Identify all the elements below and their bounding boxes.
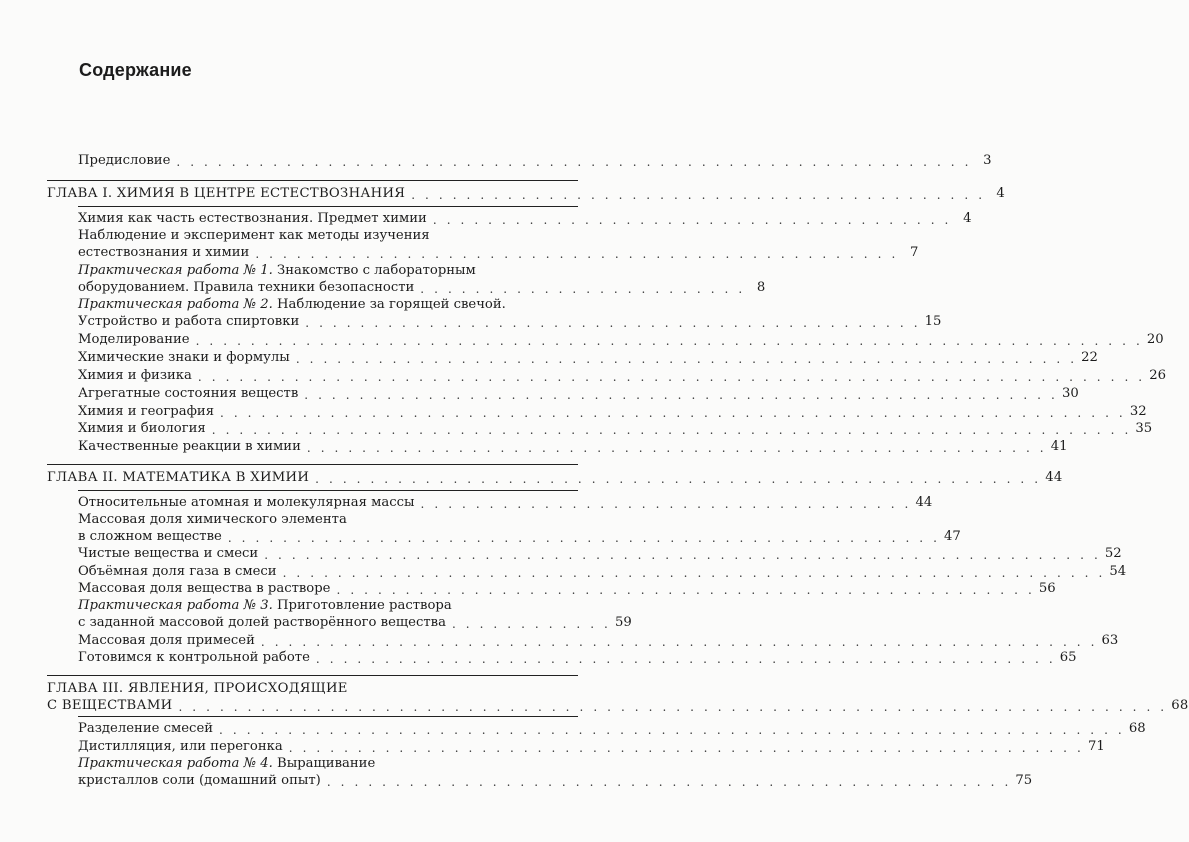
leader-dots: . . . . . . . . . . . . . . . . . . . . . . . . . . . . . . . . . . . . . . . . . . bbox=[411, 188, 986, 202]
toc-entry-title: Химия и биология bbox=[78, 421, 206, 436]
toc-entry-line1[interactable] bbox=[78, 262, 476, 280]
toc-entry-page: 52 bbox=[1104, 546, 1122, 561]
toc-chapter-3-line1[interactable]: ГЛАВА III. ЯВЛЕНИЯ, ПРОИСХОДЯЩИЕ bbox=[47, 681, 348, 696]
practical-work-label: Практическая работа № 2. bbox=[78, 297, 273, 312]
leader-dots: . . . . . . . . . . . . . . . . . . . . . . . . . . . . . . . . . . . . . . . . . . . . . bbox=[305, 316, 921, 330]
toc-entry[interactable] bbox=[78, 545, 1122, 563]
toc-entry[interactable] bbox=[78, 614, 632, 632]
toc-entry-page: 3 bbox=[983, 153, 992, 168]
toc-entry-title: Химия и физика bbox=[78, 368, 192, 383]
toc-chapter-3[interactable] bbox=[47, 697, 1189, 715]
toc-entry-page: 71 bbox=[1087, 739, 1105, 754]
toc-entry-line1[interactable]: Массовая доля химического элемента bbox=[78, 512, 347, 527]
toc-entry-title: Химия как часть естествознания. Предмет химии bbox=[78, 211, 427, 226]
chapter-title: ГЛАВА I. ХИМИЯ В ЦЕНТРЕ ЕСТЕСТВОЗНАНИЯ bbox=[47, 186, 406, 201]
toc-entry-text: Знакомство с лабораторным bbox=[272, 263, 476, 278]
toc-entry[interactable] bbox=[78, 720, 1146, 738]
leader-dots: . . . . . . . . . . . . bbox=[451, 617, 611, 631]
chapter-divider bbox=[47, 180, 578, 181]
chapter-page: 44 bbox=[1045, 470, 1063, 485]
toc-entry-page: 63 bbox=[1101, 633, 1119, 648]
leader-dots: . . . . . . . . . . . . . . . . . . . . . . . . . . . . . . . . . . . . . . . . . . . . . . . . . . . . . . . . . . . . . bbox=[264, 548, 1101, 562]
toc-entry[interactable] bbox=[78, 313, 942, 331]
chapter-page: 4 bbox=[996, 186, 1006, 201]
leader-dots: . . . . . . . . . . . . . . . . . . . . . . . . . . . . . . . . . . . . . . . . . . . . . . . . . . . bbox=[336, 583, 1035, 597]
toc-entry-page: 30 bbox=[1061, 386, 1079, 401]
toc-entry-page: 68 bbox=[1128, 721, 1146, 736]
toc-entry[interactable] bbox=[78, 385, 1079, 403]
chapter-underline bbox=[78, 206, 578, 207]
toc-entry-title: Дистилляция, или перегонка bbox=[78, 739, 283, 754]
toc-entry-page: 4 bbox=[963, 211, 972, 226]
toc-entry-title: Агрегатные состояния веществ bbox=[78, 386, 299, 401]
leader-dots: . . . . . . . . . . . . . . . . . . . . . . . . . . . . . . . . . . . . . . . . . . . . . . . . . . . . . . . . . . . . . . . . . . . . . bbox=[195, 334, 1143, 348]
toc-entry-title: в сложном веществе bbox=[78, 529, 222, 544]
practical-work-label: Практическая работа № 1. bbox=[78, 263, 273, 278]
page-title: Содержание bbox=[79, 60, 192, 80]
leader-dots: . . . . . . . . . . . . . . . . . . . . . . . . . . . . . . . . . . . . . . . . . . . . . . . . . . . . . . . . . . . . . . . . . . bbox=[219, 723, 1125, 737]
toc-entry[interactable] bbox=[78, 420, 1153, 438]
toc-entry[interactable] bbox=[78, 403, 1147, 421]
toc-entry-page: 59 bbox=[614, 615, 632, 630]
leader-dots: . . . . . . . . . . . . . . . . . . . . . . . . . . . . . . . . . . . . . . bbox=[432, 213, 952, 227]
leader-dots: . . . . . . . . . . . . . . . . . . . . . . . . . . . . . . . . . . . . . . . . . . . . . . . . . . . . . bbox=[315, 472, 1042, 486]
leader-dots: . . . . . . . . . . . . . . . . . . . . . . . . . . . . . . . . . . . . . . . . . . . . . . . . . . . . bbox=[227, 531, 941, 545]
chapter-title: ГЛАВА II. МАТЕМАТИКА В ХИМИИ bbox=[47, 470, 310, 485]
toc-entry[interactable] bbox=[78, 528, 961, 546]
toc-entry-title: кристаллов соли (домашний опыт) bbox=[78, 773, 321, 788]
toc-entry-line1[interactable] bbox=[78, 296, 506, 314]
toc-entry-page: 32 bbox=[1129, 404, 1147, 419]
chapter-underline bbox=[78, 490, 578, 491]
leader-dots: . . . . . . . . . . . . . . . . . . . . . . . . . . . . . . . . . . . . . . . . . . . . . . . . . . . . . . . . . . . . . . . . . . . . . . . . bbox=[178, 700, 1168, 714]
toc-entry-page: 65 bbox=[1059, 650, 1077, 665]
leader-dots: . . . . . . . . . . . . . . . . . . . . . . . . . . . . . . . . . . . . . . . . . . . . . . . bbox=[255, 247, 899, 261]
toc-entry[interactable] bbox=[78, 738, 1105, 756]
toc-entry-title: Разделение смесей bbox=[78, 721, 214, 736]
toc-entry[interactable] bbox=[78, 279, 766, 297]
toc-chapter-1[interactable] bbox=[47, 185, 1006, 203]
toc-entry-text: Выращивание bbox=[272, 756, 376, 771]
practical-work-label: Практическая работа № 3. bbox=[78, 598, 273, 613]
toc-entry[interactable] bbox=[78, 632, 1119, 650]
toc-entry-page: 54 bbox=[1109, 564, 1127, 579]
toc-entry-line1[interactable] bbox=[78, 755, 375, 773]
toc-entry-page: 41 bbox=[1050, 439, 1068, 454]
toc-entry-title: Массовая доля примесей bbox=[78, 633, 255, 648]
toc-entry-title: Качественные реакции в химии bbox=[78, 439, 301, 454]
toc-entry-page: 44 bbox=[915, 495, 933, 510]
chapter-title: С ВЕЩЕСТВАМИ bbox=[47, 698, 173, 713]
toc-entry-page: 8 bbox=[756, 280, 766, 295]
toc-entry[interactable] bbox=[78, 438, 1068, 456]
toc-entry[interactable] bbox=[78, 367, 1166, 385]
toc-entry-title: естествознания и химии bbox=[78, 245, 250, 260]
leader-dots: . . . . . . . . . . . . . . . . . . . . . . . . . . . . . . . . . . . . . . . . . . . . . . . . . . . . . . . . . . . . bbox=[282, 566, 1106, 580]
toc-entry-title: Объёмная доля газа в смеси bbox=[78, 564, 277, 579]
toc-entry-page: 75 bbox=[1015, 773, 1033, 788]
chapter-underline bbox=[78, 716, 578, 717]
toc-entry-preface[interactable] bbox=[78, 152, 992, 170]
toc-entry[interactable] bbox=[78, 580, 1056, 598]
leader-dots: . . . . . . . . . . . . . . . . . . . . . . . . . . . . . . . . . . . . . . . . . . . . . . . . . . . . . . . bbox=[304, 388, 1058, 402]
toc-entry-title: Устройство и работа спиртовки bbox=[78, 314, 300, 329]
toc-entry[interactable] bbox=[78, 649, 1077, 667]
toc-entry[interactable] bbox=[78, 563, 1127, 581]
toc-entry-page: 56 bbox=[1038, 581, 1056, 596]
leader-dots: . . . . . . . . . . . . . . . . . . . . . . . . . . . . . . . . . . . . . . . . . . . . . . . . . . . . . . . . . . . . . bbox=[260, 635, 1098, 649]
practical-work-label: Практическая работа № 4. bbox=[78, 756, 273, 771]
toc-entry-page: 47 bbox=[944, 529, 961, 544]
leader-dots: . . . . . . . . . . . . . . . . . . . . . . . . . . . . . . . . . . . . . . . . . . . . . . . . . . . . . . bbox=[315, 652, 1056, 666]
toc-entry-page: 15 bbox=[924, 314, 942, 329]
leader-dots: . . . . . . . . . . . . . . . . . . . . . . . . . . . . . . . . . . . . bbox=[420, 497, 912, 511]
toc-chapter-2[interactable] bbox=[47, 469, 1063, 487]
toc-entry-text: Приготовление раствора bbox=[272, 598, 452, 613]
toc-entry[interactable] bbox=[78, 331, 1164, 349]
toc-entry-title: Готовимся к контрольной работе bbox=[78, 650, 310, 665]
toc-entry[interactable] bbox=[78, 210, 972, 228]
leader-dots: . . . . . . . . . . . . . . . . . . . . . . . . . . . . . . . . . . . . . . . . . . . . . . . . . . bbox=[326, 775, 1012, 789]
leader-dots: . . . . . . . . . . . . . . . . . . . . . . . . . . . . . . . . . . . . . . . . . . . . . . . . . . . . . . . . . . . . . . . . . . bbox=[220, 406, 1126, 420]
toc-entry-line1[interactable] bbox=[78, 597, 452, 615]
chapter-page: 68 bbox=[1171, 698, 1189, 713]
toc-entry[interactable] bbox=[78, 772, 1033, 790]
toc-entry-page: 20 bbox=[1146, 332, 1164, 347]
toc-entry-title: Относительные атомная и молекулярная массы bbox=[78, 495, 415, 510]
toc-entry-text: Наблюдение за горящей свечой. bbox=[272, 297, 506, 312]
leader-dots: . . . . . . . . . . . . . . . . . . . . . . . . . . . . . . . . . . . . . . . . . . . . . . . . . . . . . . . . . bbox=[295, 352, 1078, 366]
toc-entry-title: оборудованием. Правила техники безопасности bbox=[78, 280, 415, 295]
leader-dots: . . . . . . . . . . . . . . . . . . . . . . . . bbox=[420, 282, 746, 296]
chapter-divider bbox=[47, 675, 578, 676]
leader-dots: . . . . . . . . . . . . . . . . . . . . . . . . . . . . . . . . . . . . . . . . . . . . . . . . . . . . . . . . . . . . . . . . . . . . . bbox=[197, 370, 1146, 384]
leader-dots: . . . . . . . . . . . . . . . . . . . . . . . . . . . . . . . . . . . . . . . . . . . . . . . . . . . . . . . . . . bbox=[288, 741, 1084, 755]
toc-entry-title: Массовая доля вещества в растворе bbox=[78, 581, 331, 596]
leader-dots: . . . . . . . . . . . . . . . . . . . . . . . . . . . . . . . . . . . . . . . . . . . . . . . . . . . . . . . . . . bbox=[176, 155, 972, 169]
toc-entry-page: 35 bbox=[1135, 421, 1153, 436]
toc-entry[interactable] bbox=[78, 349, 1098, 367]
leader-dots: . . . . . . . . . . . . . . . . . . . . . . . . . . . . . . . . . . . . . . . . . . . . . . . . . . . . . . bbox=[306, 441, 1047, 455]
toc-entry-line1[interactable]: Наблюдение и эксперимент как методы изучения bbox=[78, 228, 430, 243]
toc-entry-title: Предисловие bbox=[78, 153, 171, 168]
toc-entry-page: 22 bbox=[1081, 350, 1098, 365]
toc-entry-title: с заданной массовой долей растворённого вещества bbox=[78, 615, 446, 630]
leader-dots: . . . . . . . . . . . . . . . . . . . . . . . . . . . . . . . . . . . . . . . . . . . . . . . . . . . . . . . . . . . . . . . . . . . bbox=[211, 423, 1132, 437]
chapter-divider bbox=[47, 464, 578, 465]
toc-entry-title: Моделирование bbox=[78, 332, 190, 347]
toc-entry-page: 26 bbox=[1149, 368, 1166, 383]
toc-entry[interactable] bbox=[78, 494, 933, 512]
toc-entry-title: Чистые вещества и смеси bbox=[78, 546, 259, 561]
toc-entry[interactable] bbox=[78, 244, 919, 262]
toc-entry-page: 7 bbox=[909, 245, 919, 260]
toc-entry-title: Химические знаки и формулы bbox=[78, 350, 290, 365]
toc-entry-title: Химия и география bbox=[78, 404, 215, 419]
